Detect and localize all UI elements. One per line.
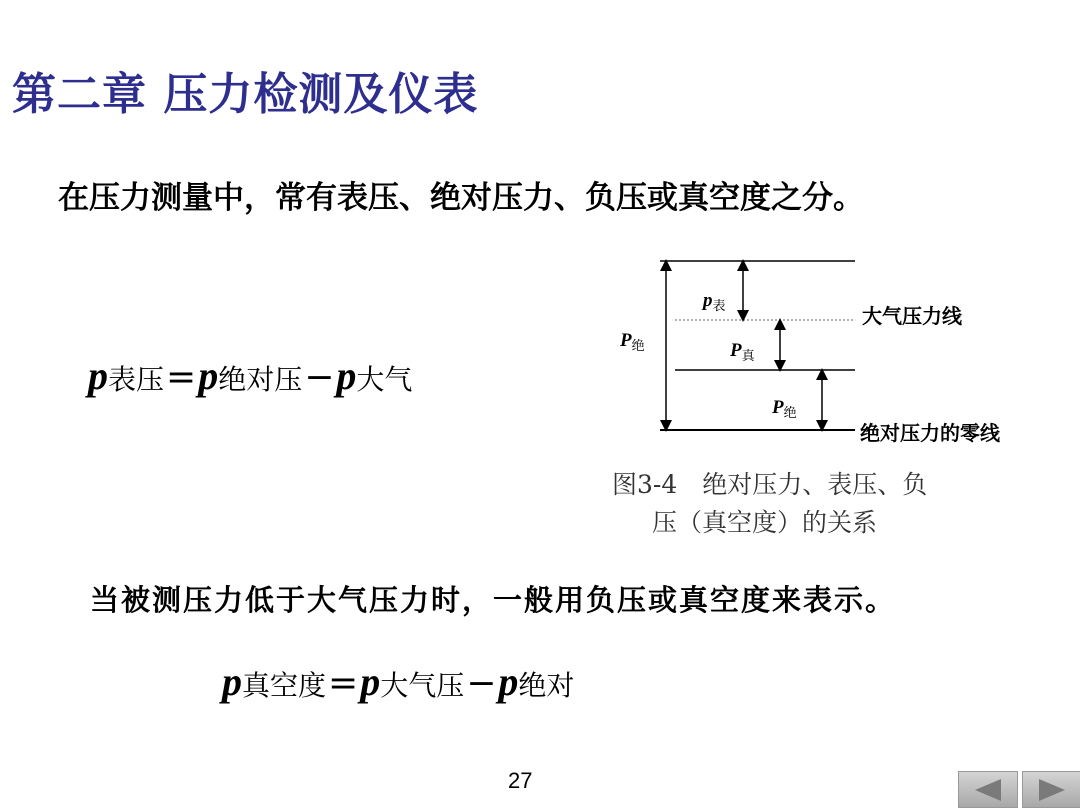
formula-symbol: p — [498, 659, 519, 704]
triangle-right-icon — [1035, 777, 1069, 803]
vacuum-subscript: 真 — [741, 348, 755, 363]
minus-sign: − — [466, 663, 497, 704]
figure-caption — [612, 466, 1002, 542]
absolute-pressure-lower-subscript: 绝 — [783, 405, 797, 420]
intro-text: 在压力测量中，常有表压、绝对压力、负压或真空度之分。 — [58, 180, 864, 216]
svg-text:P绝 — [771, 397, 797, 420]
svg-text:P真 — [729, 340, 756, 363]
vacuum-formula — [222, 658, 574, 705]
formula-subscript: 表压 — [108, 363, 165, 396]
vacuum-label: P — [730, 340, 742, 361]
pressure-relation-diagram — [600, 245, 1040, 445]
svg-text:P绝 — [619, 330, 645, 353]
caption-line: 压（真空度）的关系 — [652, 508, 878, 537]
formula-symbol: p — [222, 659, 242, 704]
formula-symbol: p — [360, 659, 381, 704]
vacuum-statement: 当被测压力低于大气压力时，一般用负压或真空度来表示。 — [90, 583, 897, 617]
formula-symbol: p — [198, 353, 219, 398]
next-slide-button[interactable] — [1022, 771, 1080, 808]
minus-sign: − — [304, 357, 335, 398]
absolute-pressure-lower-label: P — [772, 397, 784, 418]
gauge-pressure-subscript: 表 — [712, 298, 726, 313]
absolute-pressure-subscript: 绝 — [631, 338, 645, 353]
page-number: 27 — [508, 768, 533, 793]
gauge-pressure-formula — [88, 352, 412, 399]
triangle-left-icon — [971, 777, 1005, 803]
formula-subscript: 真空度 — [242, 669, 327, 702]
formula-subscript: 绝对 — [518, 669, 575, 702]
svg-text:p表 — [701, 290, 726, 313]
gauge-pressure-label: p — [703, 290, 713, 311]
slide-title: 第二章 压力检测及仪表 — [12, 69, 479, 120]
formula-subscript: 大气 — [356, 363, 413, 396]
formula-subscript: 大气压 — [380, 669, 465, 702]
atmospheric-line-label: 大气压力线 — [862, 304, 962, 328]
formula-subscript: 绝对压 — [218, 363, 303, 396]
formula-symbol: p — [88, 353, 108, 398]
caption-line: 图3-4 绝对压力、表压、负 — [612, 470, 928, 499]
equals-sign: = — [166, 357, 197, 398]
absolute-pressure-label: P — [620, 330, 632, 351]
formula-symbol: p — [336, 353, 357, 398]
previous-slide-button[interactable] — [958, 771, 1018, 808]
equals-sign: = — [328, 663, 359, 704]
zero-line-label: 绝对压力的零线 — [860, 421, 1000, 445]
